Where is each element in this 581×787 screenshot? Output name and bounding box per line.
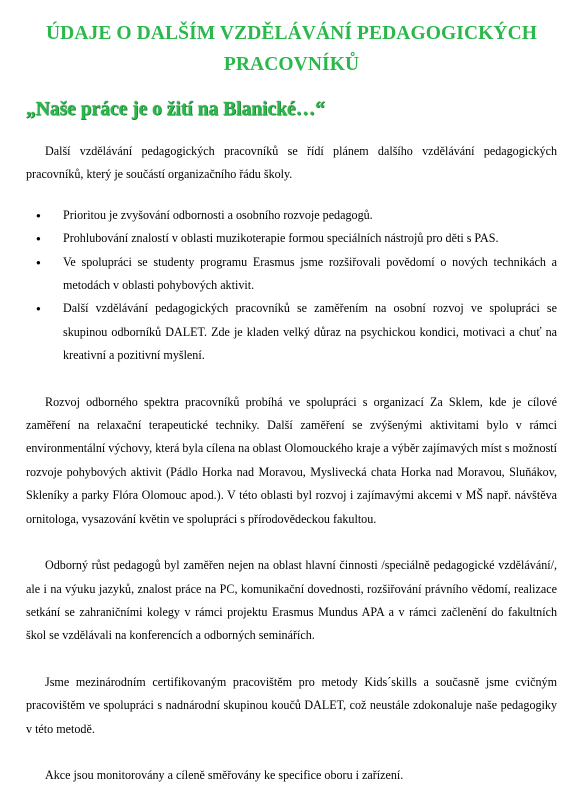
list-item: ● Další vzdělávání pedagogických pracovníků se zaměřením na osobní rozvoj ve spolupráci se skupinou odborníků DALET. Zde je kladen velký důraz na psychickou kondici, motivaci a chuť na kreativní a pozitivní myšlení. — [63, 297, 557, 367]
intro-paragraph: Další vzdělávání pedagogických pracovníků se řídí plánem dalšího vzdělávání pedagogických pracovníků, který je součástí organizačního řádu školy. — [26, 144, 557, 182]
list-item: ● Ve spolupráci se studenty programu Erasmus jsme rozšiřovali povědomí o nových technikách a metodách v oblasti pohybových aktivit. — [63, 251, 557, 298]
page-title: ÚDAJE O DALŠÍM VZDĚLÁVÁNÍ PEDAGOGICKÝCH PRACOVNÍKŮ — [45, 23, 538, 75]
bullet-list — [26, 204, 557, 368]
body-paragraph: Rozvoj odborného spektra pracovníků probíhá ve spolupráci s organizací Za Sklem, kde je cílové zaměření na relaxační terapeutické techniky. Další zaměření se zvýšenými aktivitami bylo v rámci environmentální výchovy, která byla cílena na oblast Olomouckého kraje a výběr zajímavých míst s možností rozvoje pohybových aktivit (Pádlo Horka nad Moravou, Myslivecká chata Horka nad Moravou, Sluňákov, Skleníky a parky Flóra Olomouc apod.). V této oblasti byl rozvoj i zajímavými akcemi v MŠ např. návštěva ornitologa, vysazování květin ve spolupráci s přírodovědeckou fakultou. — [26, 394, 557, 526]
motto-heading: „Naše práce je o žití na Blanické…“ — [26, 99, 325, 120]
body-paragraph: Jsme mezinárodním certifikovaným pracovištěm pro metody Kids´skills a současně jsme cvičným pracovištěm ve spolupráci s nadnárodní skupinou koučů DALET, což neustále zdokonaluje naše pedagogiky v této metodě. — [26, 674, 557, 736]
body-paragraph: Odborný růst pedagogů byl zaměřen nejen na oblast hlavní činnosti /speciálně pedagogické vzdělávání/, ale i na výuku jazyků, znalost práce na PC, komunikační dovednosti, rozšiřování právního vědomí, realizace setkání se zahraničními kolegy v rámci projektu Erasmus Mundus APA a v rámci začlenění do fakultních škol se vzdělávali na konferencích a odborných seminářích. — [26, 558, 557, 643]
list-item: ● Prioritou je zvyšování odbornosti a osobního rozvoje pedagogů. — [63, 204, 557, 227]
list-item: ● Prohlubování znalostí v oblasti muzikoterapie formou speciálních nástrojů pro děti s PAS. — [63, 227, 557, 250]
body-paragraph: Akce jsou monitorovány a cíleně směřovány ke specifice oboru i zařízení. — [45, 767, 404, 782]
